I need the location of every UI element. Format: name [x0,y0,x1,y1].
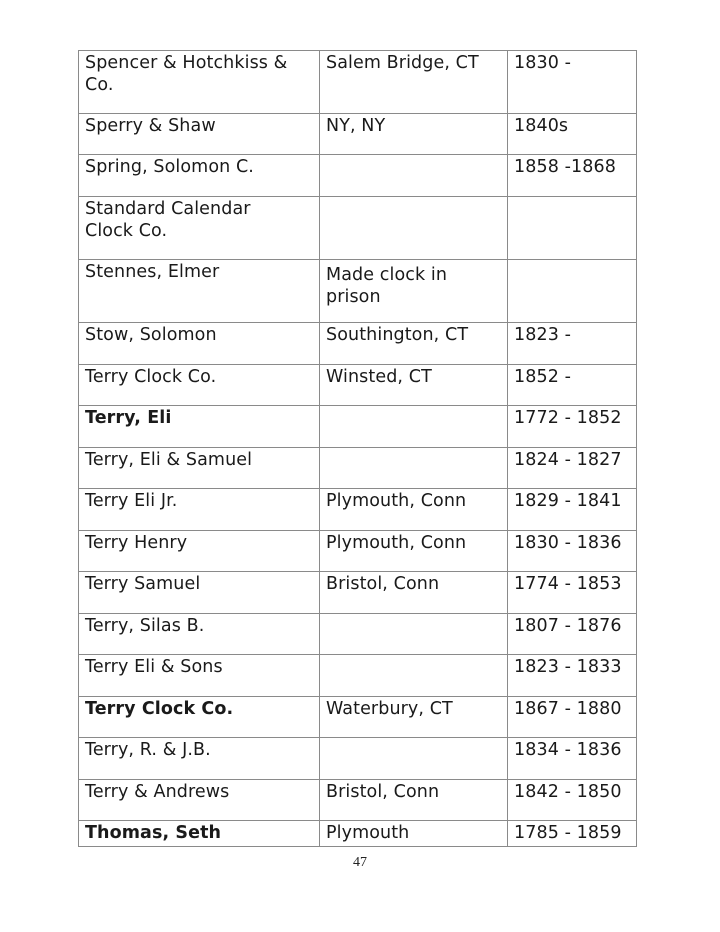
maker-location [320,738,508,780]
table-row [79,697,637,738]
maker-dates: 1852 - [508,365,637,406]
maker-location: Plymouth [320,821,508,847]
maker-name: Terry, Eli & Samuel [79,448,320,489]
maker-dates: 1830 - 1836 [508,531,637,572]
maker-location [320,406,508,448]
maker-dates: 1823 - 1833 [508,655,637,697]
maker-location: NY, NY [320,114,508,155]
maker-location: Waterbury, CT [320,697,508,738]
maker-name: Spencer & Hotchkiss & Co. [79,51,320,114]
maker-name: Terry & Andrews [79,780,320,821]
maker-name: Spring, Solomon C. [79,155,320,197]
maker-name: Terry Clock Co. [79,365,320,406]
maker-name: Thomas, Seth [79,821,320,847]
table-row [79,614,637,655]
maker-dates [508,197,637,260]
maker-location: Bristol, Conn [320,780,508,821]
maker-location: Salem Bridge, CT [320,51,508,114]
maker-dates: 1785 - 1859 [508,821,637,847]
maker-dates: 1830 - [508,51,637,114]
maker-dates: 1829 - 1841 [508,489,637,531]
maker-location: Made clock in prison [320,260,508,323]
maker-dates: 1842 - 1850 [508,780,637,821]
maker-name: Stennes, Elmer [79,260,320,323]
maker-name: Terry Henry [79,531,320,572]
table-row [79,489,637,531]
table-row [79,406,637,448]
maker-dates: 1867 - 1880 [508,697,637,738]
table-row [79,365,637,406]
table-row [79,780,637,821]
maker-dates: 1834 - 1836 [508,738,637,780]
clockmakers-table [78,50,637,847]
maker-dates: 1823 - [508,323,637,365]
maker-name: Terry Eli Jr. [79,489,320,531]
maker-name: Terry Eli & Sons [79,655,320,697]
maker-dates [508,260,637,323]
maker-location: Southington, CT [320,323,508,365]
maker-location: Plymouth, Conn [320,489,508,531]
maker-name: Terry, Eli [79,406,320,448]
maker-name: Stow, Solomon [79,323,320,365]
maker-location [320,655,508,697]
maker-dates: 1858 -1868 [508,155,637,197]
maker-location [320,155,508,197]
maker-name: Terry, Silas B. [79,614,320,655]
maker-location [320,197,508,260]
maker-location [320,448,508,489]
maker-name: Sperry & Shaw [79,114,320,155]
table-row [79,448,637,489]
table-row [79,155,637,197]
maker-dates: 1772 - 1852 [508,406,637,448]
maker-location: Winsted, CT [320,365,508,406]
maker-location: Plymouth, Conn [320,531,508,572]
maker-name: Terry, R. & J.B. [79,738,320,780]
table-row [79,655,637,697]
maker-dates: 1840s [508,114,637,155]
maker-dates: 1807 - 1876 [508,614,637,655]
table-row [79,821,637,847]
table-row [79,197,637,260]
maker-name: Terry Samuel [79,572,320,614]
maker-dates: 1824 - 1827 [508,448,637,489]
maker-location [320,614,508,655]
table-row [79,114,637,155]
maker-location: Bristol, Conn [320,572,508,614]
maker-name: Terry Clock Co. [79,697,320,738]
table-row [79,531,637,572]
table-row [79,51,637,114]
table-row [79,572,637,614]
table-row [79,323,637,365]
maker-dates: 1774 - 1853 [508,572,637,614]
page-number: 47 [353,855,367,870]
table-row [79,260,637,323]
table-row [79,738,637,780]
maker-name: Standard Calendar Clock Co. [79,197,320,260]
